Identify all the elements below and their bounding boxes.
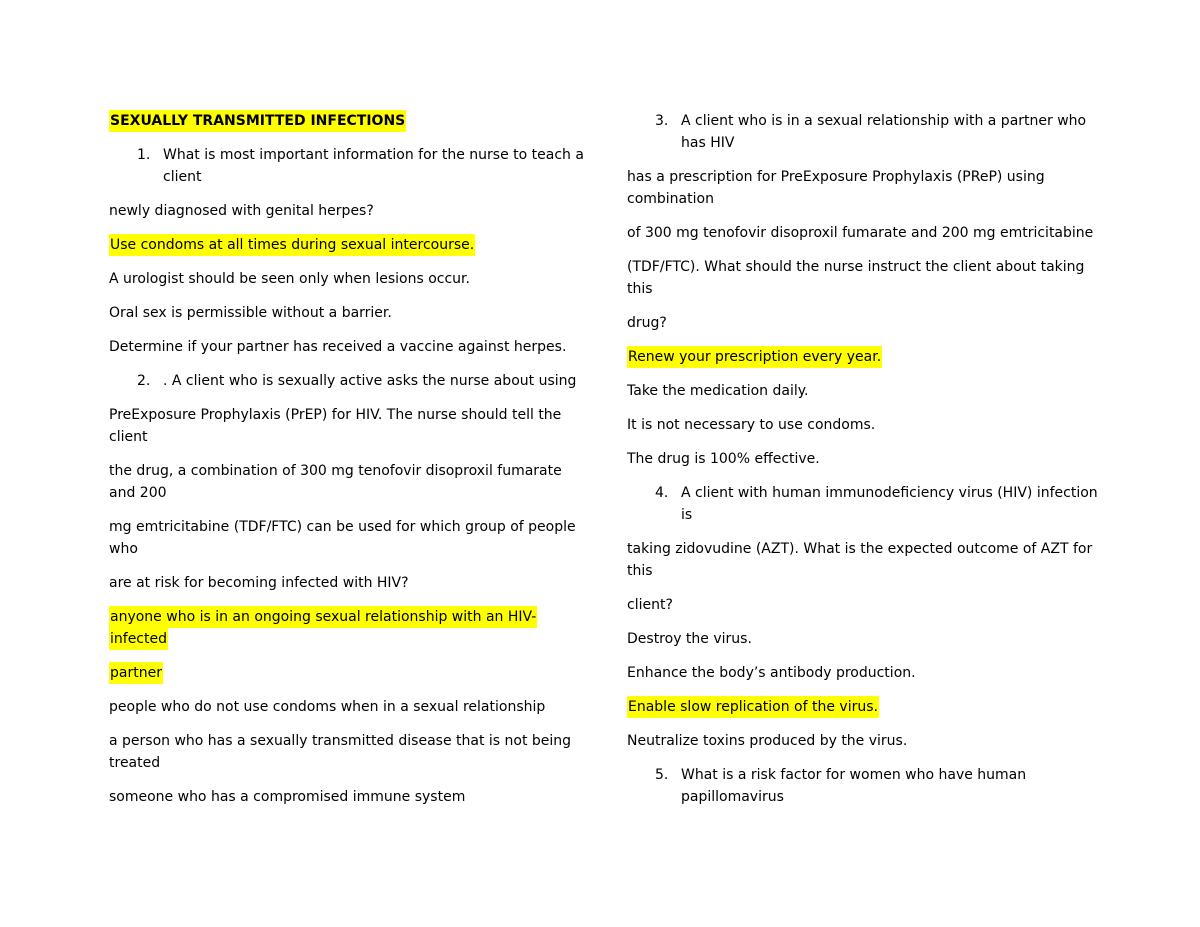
question-2-continuation-3b: who [109, 541, 138, 557]
question-1-text-line-2: client [163, 169, 202, 185]
question-1-answer-correct: Use condoms at all times during sexual intercourse. [109, 234, 475, 256]
question-2-text-line-1: . A client who is sexually active asks the nurse about using [163, 373, 577, 389]
question-3-continuation-1b: combination [627, 191, 714, 207]
question-2-answer-correct-line-1 [109, 606, 537, 628]
question-1-continuation: newly diagnosed with genital herpes? [109, 203, 374, 219]
question-2-answer-correct-3: partner [109, 662, 163, 684]
question-3-answer-correct: Renew your prescription every year. [627, 346, 882, 368]
question-1-option-c: Oral sex is permissible without a barrier. [109, 305, 392, 321]
question-2-continuation-1b: client [109, 429, 148, 445]
question-3-continuation-4: drug? [627, 315, 667, 331]
question-2-option-c-line-2: treated [109, 755, 161, 771]
question-3-text-line-1: A client who is in a sexual relationship with a partner who [681, 113, 1087, 129]
question-2-continuation-4: are at risk for becoming infected with HIV? [109, 575, 409, 591]
question-4-answer-correct-line [627, 696, 879, 718]
question-2-answer-correct-line-3 [109, 662, 163, 684]
question-3-answer-correct-line [627, 346, 882, 368]
question-2-answer-correct-1: anyone who is in an ongoing sexual relationship with an HIV- [109, 606, 537, 628]
question-2-continuation-2a: the drug, a combination of 300 mg tenofovir disoproxil fumarate [109, 463, 562, 479]
question-2-answer-correct-2: infected [109, 628, 168, 650]
question-4-continuation-1b: this [627, 563, 653, 579]
question-5-text-line-1: What is a risk factor for women who have human [681, 767, 1027, 783]
question-3-continuation-2: of 300 mg tenofovir disoproxil fumarate and 200 mg emtricitabine [627, 225, 1094, 241]
question-2-option-b: people who do not use condoms when in a sexual relationship [109, 699, 546, 715]
question-2-continuation-2b: and 200 [109, 485, 167, 501]
question-2-continuation-1a: PreExposure Prophylaxis (PrEP) for HIV. The nurse should tell the [109, 407, 562, 423]
question-1-option-b: A urologist should be seen only when lesions occur. [109, 271, 470, 287]
question-3-option-b: Take the medication daily. [627, 383, 809, 399]
question-3-option-d: The drug is 100% effective. [627, 451, 820, 467]
document-title-line [109, 110, 406, 132]
question-2-continuation-3a: mg emtricitabine (TDF/FTC) can be used for which group of people [109, 519, 576, 535]
question-3-text-line-2: has HIV [681, 135, 735, 151]
question-5-number: 5. [655, 767, 669, 783]
question-1-answer-correct-line [109, 234, 475, 256]
question-4-continuation-1a: taking zidovudine (AZT). What is the expected outcome of AZT for [627, 541, 1093, 557]
question-4-continuation-2: client? [627, 597, 673, 613]
question-2-option-d: someone who has a compromised immune system [109, 789, 466, 805]
question-3-number: 3. [655, 113, 669, 129]
question-4-option-a: Destroy the virus. [627, 631, 752, 647]
question-5-text-line-2: papillomavirus [681, 789, 784, 805]
question-2-answer-correct-line-2 [109, 628, 168, 650]
question-4-text-line-2: is [681, 507, 693, 523]
question-1-text-line-1: What is most important information for the nurse to teach a [163, 147, 584, 163]
question-4-option-d: Neutralize toxins produced by the virus. [627, 733, 908, 749]
question-4-text-line-1: A client with human immunodeficiency virus (HIV) infection [681, 485, 1098, 501]
document-title: SEXUALLY TRANSMITTED INFECTIONS [109, 110, 406, 132]
question-3-continuation-1a: has a prescription for PreExposure Prophylaxis (PReP) using [627, 169, 1045, 185]
question-2-number: 2. [137, 373, 151, 389]
question-3-option-c: It is not necessary to use condoms. [627, 417, 876, 433]
question-2-option-c-line-1: a person who has a sexually transmitted disease that is not being [109, 733, 572, 749]
question-3-continuation-3a: (TDF/FTC). What should the nurse instruct the client about taking [627, 259, 1085, 275]
question-3-continuation-3b: this [627, 281, 653, 297]
question-4-number: 4. [655, 485, 669, 501]
question-1-option-d: Determine if your partner has received a vaccine against herpes. [109, 339, 567, 355]
question-4-answer-correct: Enable slow replication of the virus. [627, 696, 879, 718]
question-1-number: 1. [137, 147, 151, 163]
question-4-option-b: Enhance the body’s antibody production. [627, 665, 916, 681]
